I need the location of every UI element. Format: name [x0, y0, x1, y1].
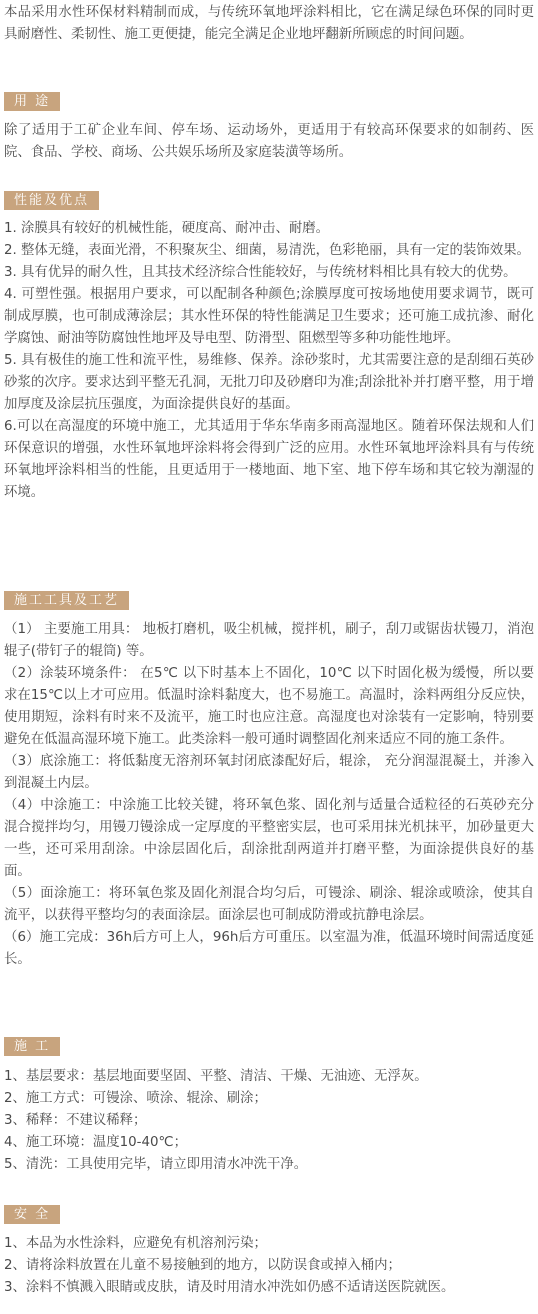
tools-item-3: （3）底涂施工：将低黏度无溶剂环氧封闭底漆配好后，辊涂， 充分润湿混凝土，并渗入到混凝土内层。: [4, 754, 534, 791]
section-tag-safety: 安 全: [4, 1205, 60, 1224]
feature-item-4: 4. 可塑性强。根据用户要求，可以配制各种颜色;涂膜厚度可按场地使用要求调节，既可制成厚膜，也可制成薄涂层；其水性环保的特性能满足卫生要求；还可施工成抗渗、耐化学腐蚀、耐油等防腐蚀性地坪及导电型、防滑型、阻燃型等多种功能性地坪。: [4, 287, 534, 346]
tools-item-2: （2）涂装环境条件： 在5℃ 以下时基本上不固化，10℃ 以下时固化极为缓慢，所以要求在15℃以上才可应用。低温时涂料黏度大，也不易施工。高温时，涂料两组分反应快，使用期短，涂料有时来不及流平，施工时也应注意。高湿度也对涂装有一定影响，特别要避免在低温高湿环境下施工。此类涂料一般可通时调整固化剂来适应不同的施工条件。: [4, 666, 534, 747]
construction-list: [4, 1066, 534, 1176]
intro-paragraph: 本品采用水性环保材料精制而成，与传统环氧地坪涂料相比，它在满足绿色环保的同时更具耐磨性、柔韧性、施工更便捷，能完全满足企业地坪翻新所顾虑的时间问题。: [4, 5, 534, 42]
feature-item-1: 1. 涂膜具有较好的机械性能，硬度高、耐冲击、耐磨。: [4, 221, 330, 236]
tools-item-5: （5）面涂施工：将环氧色浆及固化剂混合均匀后，可镘涂、刷涂、辊涂或喷涂，使其自流平，以获得平整均匀的表面涂层。面涂层也可制成防滑或抗静电涂层。: [4, 886, 534, 923]
feature-item-5: 5. 具有极佳的施工性和流平性，易维修、保养。涂砂浆时，尤其需要注意的是刮细石英砂砂浆的次序。要求达到平整无孔洞，无批刀印及砂磨印为准;刮涂批补并打磨平整，用于增加厚度及涂层抗压强度，为面涂提供良好的基面。: [4, 353, 534, 412]
tools-list: [4, 619, 534, 971]
safety-item-3: 3、涂料不慎溅入眼睛或皮肤，请及时用清水冲洗如仍感不适请送医院就医。: [4, 1280, 455, 1295]
safety-item-1: 1、本品为水性涂料，应避免有机溶剂污染；: [4, 1236, 267, 1251]
features-list: [4, 218, 534, 504]
feature-item-6: 6.可以在高湿度的环境中施工，尤其适用于华东华南多雨高湿地区。随着环保法规和人们环保意识的增强，水性环氧地坪涂料将会得到广泛的应用。水性环氧地坪涂料具有与传统环氧地坪涂料相当的性能，且更适用于一楼地面、地下室、地下停车场和其它较为潮湿的环境。: [4, 419, 534, 500]
section-tag-usage: 用 途: [4, 92, 60, 111]
usage-paragraph: 除了适用于工矿企业车间、停车场、运动场外，更适用于有较高环保要求的如制药、医院、食品、学校、商场、公共娱乐场所及家庭装潢等场所。: [4, 123, 534, 160]
feature-item-3: 3. 具有优异的耐久性，且其技术经济综合性能较好，与传统材料相比具有较大的优势。: [4, 265, 517, 280]
section-tag-features: 性能及优点: [4, 191, 99, 210]
feature-item-2: 2. 整体无缝，表面光滑，不积聚灰尘、细菌，易清洗，色彩艳丽，具有一定的装饰效果。: [4, 243, 530, 258]
section-tag-tools: 施工工具及工艺: [4, 591, 129, 610]
safety-item-2: 2、请将涂料放置在儿童不易接触到的地方，以防误食或掉入桶内；: [4, 1258, 401, 1273]
safety-list: [4, 1233, 534, 1299]
construction-item-2: 2、施工方式：可镘涂、喷涂、辊涂、刷涂；: [4, 1091, 267, 1106]
construction-item-1: 1、基层要求：基层地面要坚固、平整、清洁、干燥、无油迹、无浮灰。: [4, 1069, 428, 1084]
tools-item-4: （4）中涂施工：中涂施工比较关键，将环氧色浆、固化剂与适量合适粒径的石英砂充分混合搅拌均匀，用镘刀镘涂成一定厚度的平整密实层，也可采用抹光机抹平，加砂量更大一些，还可采用刮涂。中涂层固化后，刮涂批刮两道并打磨平整，为面涂提供良好的基面。: [4, 798, 534, 879]
section-tag-construction: 施 工: [4, 1037, 60, 1056]
construction-item-3: 3、稀释：不建议稀释；: [4, 1113, 147, 1128]
construction-item-5: 5、清洗：工具使用完毕，请立即用清水冲洗干净。: [4, 1157, 308, 1172]
tools-item-1: （1） 主要施工用具： 地板打磨机，吸尘机械，搅拌机，刷子，刮刀或锯齿状镘刀，消泡辊子(带钉子的辊筒) 等。: [4, 622, 534, 659]
tools-item-6: （6）施工完成：36h后方可上人，96h后方可重压。以室温为准，低温环境时间需适度延长。: [4, 930, 534, 967]
construction-item-4: 4、施工环境：温度10-40℃；: [4, 1135, 187, 1150]
